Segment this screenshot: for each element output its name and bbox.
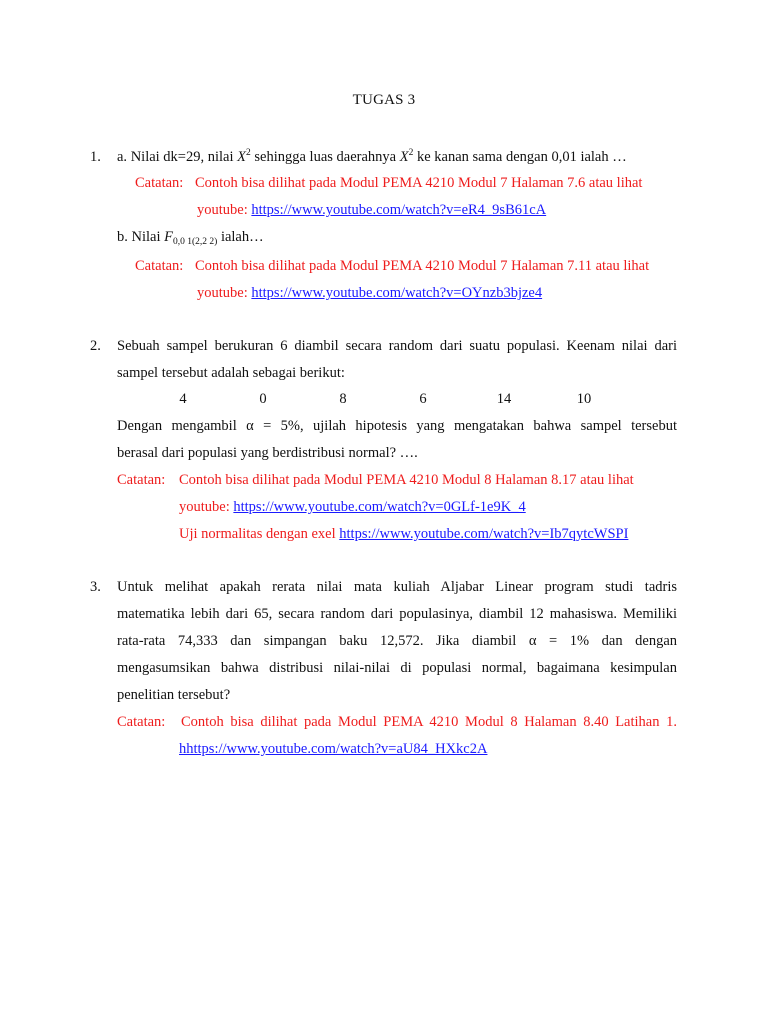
q1a-text-before: Nilai dk=29, nilai	[130, 149, 238, 165]
q2-line3-before: Dengan mengambil	[117, 418, 247, 434]
q1b-note-label: Catatan:	[135, 258, 184, 274]
q2-normality-link[interactable]: https://www.youtube.com/watch?v=Ib7qytcWSPI	[339, 526, 629, 542]
q3-line4: mengasumsikan bahwa distribusi nilai-nilai di populasi normal, bagaimana kesimpulan	[117, 660, 677, 676]
q2-value: 8	[339, 391, 347, 407]
q1a-sup2: 2	[408, 148, 414, 158]
q1-number: 1.	[90, 149, 101, 165]
q2-line4: berasal dari populasi yang berdistribusi normal? ….	[117, 445, 418, 461]
q1a-var2: X	[399, 149, 409, 165]
q1b-text	[117, 224, 264, 250]
q2-alpha: α = 5%	[246, 418, 300, 434]
q2-line1: Sebuah sampel berukuran 6 diambil secara random dari suatu populasi. Keenam nilai dari	[117, 338, 677, 354]
q1a-var: X	[237, 149, 246, 165]
q1b-note-text: Contoh bisa dilihat pada Modul PEMA 4210 Modul 7 Halaman 7.11 atau lihat	[195, 258, 650, 274]
q2-note-label: Catatan:	[117, 472, 166, 488]
q3-line3-before: rata-rata 74,333 dan simpangan baku 12,572. Jika diambil	[117, 633, 529, 649]
q3-line3	[117, 628, 677, 654]
q2-note2-text: Uji normalitas dengan exel	[179, 526, 340, 542]
q2-youtube-link[interactable]: https://www.youtube.com/watch?v=0GLf-1e9K_4	[233, 499, 526, 515]
q1a-note-label: Catatan:	[135, 175, 184, 191]
q1a-text	[117, 144, 627, 170]
q2-line3	[117, 413, 677, 439]
q1b-text-before: Nilai	[131, 229, 165, 245]
q2-value: 6	[419, 391, 427, 407]
q3-number: 3.	[90, 579, 101, 595]
document-title: TUGAS 3	[352, 92, 416, 108]
q2-value: 10	[576, 391, 592, 407]
q1a-label: a.	[117, 149, 128, 165]
q2-note-youtube: youtube:	[179, 499, 234, 515]
q1b-text-after: ialah…	[217, 229, 264, 245]
q2-number: 2.	[90, 338, 101, 354]
q3-note-label: Catatan:	[117, 714, 166, 730]
q1b-note-link-line	[197, 280, 542, 306]
q3-line1: Untuk melihat apakah rerata nilai mata kuliah Aljabar Linear program studi tadris	[117, 579, 677, 595]
q2-line2: sampel tersebut adalah sebagai berikut:	[117, 365, 345, 381]
q2-note-text: Contoh bisa dilihat pada Modul PEMA 4210 Modul 8 Halaman 8.17 atau lihat	[179, 472, 634, 488]
q2-line3-after: , ujilah hipotesis yang mengatakan bahwa sampel tersebut	[300, 418, 677, 434]
q1a-note-link-line	[197, 197, 546, 223]
q3-note-text: Contoh bisa dilihat pada Modul PEMA 4210 Modul 8 Halaman 8.40 Latihan 1.	[181, 714, 677, 730]
q1a-note-youtube: youtube:	[197, 202, 252, 218]
q2-value: 14	[496, 391, 512, 407]
q1a-note-text: Contoh bisa dilihat pada Modul PEMA 4210 Modul 7 Halaman 7.6 atau lihat	[195, 175, 643, 191]
q1b-sub: 0,0 1(2,2 2)	[172, 237, 218, 247]
q3-youtube-link[interactable]: hhttps://www.youtube.com/watch?v=aU84_HXkc2A	[179, 741, 488, 757]
q1b-var: F	[164, 229, 173, 245]
q3-alpha: α = 1%	[528, 633, 590, 649]
q1a-text-middle: sehingga luas daerahnya	[250, 149, 400, 165]
q1a-sup: 2	[246, 148, 251, 158]
q3-line2: matematika lebih dari 65, secara random dari populasinya, diambil 12 mahasiswa. Memiliki	[117, 606, 677, 622]
q3-line3-after: dan dengan	[589, 633, 678, 649]
q1a-text-after: ke kanan sama dengan 0,01 ialah …	[413, 149, 627, 165]
q2-value: 0	[259, 391, 267, 407]
q1b-youtube-link[interactable]: https://www.youtube.com/watch?v=OYnzb3bjze4	[251, 285, 543, 301]
q3-line5: penelitian tersebut?	[117, 687, 231, 703]
q2-note-link-line	[179, 494, 526, 520]
q1a-youtube-link[interactable]: https://www.youtube.com/watch?v=eR4_9sB61cA	[251, 202, 547, 218]
q3-note-link-line	[179, 736, 487, 762]
q1b-note-youtube: youtube:	[197, 285, 252, 301]
q1b-label: b.	[117, 229, 128, 245]
q2-note2-line	[179, 521, 628, 547]
q2-value: 4	[179, 391, 187, 407]
